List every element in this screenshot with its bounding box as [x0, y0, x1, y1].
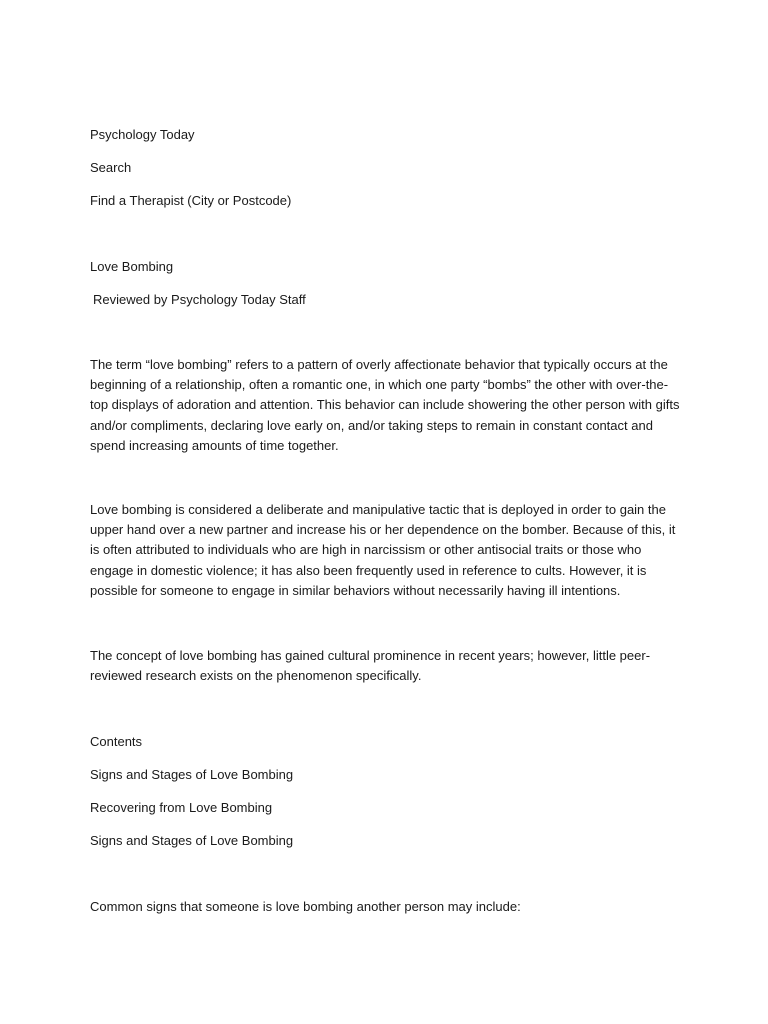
paragraph-1: The term “love bombing” refers to a pattern of overly affectionate behavior that typically occurs at the beginning of a relationship, often a romantic one, in which one party “bombs” the other with over-the-top displays of adoration and attention. This behavior can include showering the other person with gifts and/or compliments, declaring love early on, and/or taking steps to remain in constant contact and spend increasing amounts of time together. — [90, 357, 680, 453]
search-link[interactable]: Search — [90, 160, 132, 175]
site-name: Psychology Today — [90, 127, 195, 142]
contents-item-signs[interactable]: Signs and Stages of Love Bombing — [90, 767, 294, 782]
contents-item-recovering[interactable]: Recovering from Love Bombing — [90, 800, 273, 815]
contents-heading: Contents — [90, 734, 143, 749]
article-title: Love Bombing — [90, 259, 174, 274]
reviewed-by: Reviewed by Psychology Today Staff — [93, 292, 306, 307]
paragraph-2: Love bombing is considered a deliberate and manipulative tactic that is deployed in order to gain the upper hand over a new partner and increase his or her dependence on the bomber. Because of this, it is often attributed to individuals who are high in narcissism or other antisocial traits or those who engage in domestic violence; it has also been frequently used in reference to cults. However, it is possible for someone to engage in similar behaviors without necessarily having ill intentions. — [90, 502, 676, 598]
paragraph-3: The concept of love bombing has gained cultural prominence in recent years; however, little peer-reviewed research exists on the phenomenon specifically. — [90, 648, 651, 684]
section-heading: Signs and Stages of Love Bombing — [90, 833, 294, 848]
find-therapist-link[interactable]: Find a Therapist (City or Postcode) — [90, 193, 292, 208]
section-intro: Common signs that someone is love bombing another person may include: — [90, 899, 521, 914]
